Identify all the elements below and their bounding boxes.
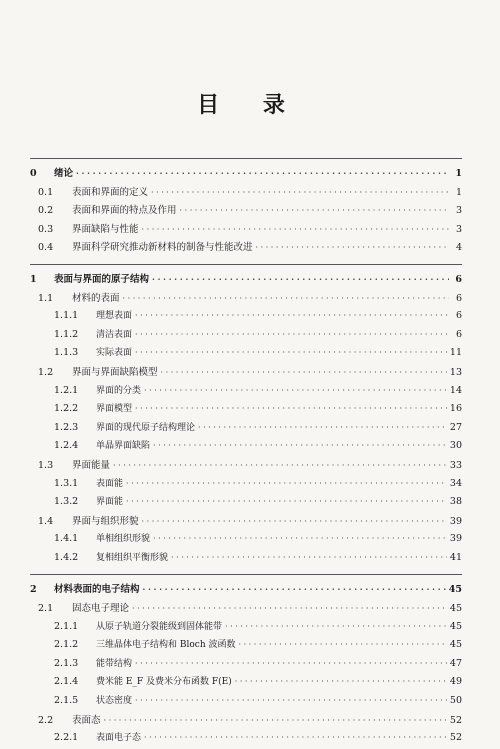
dot-leader bbox=[180, 205, 449, 216]
toc-entry-label: 材料的表面 bbox=[72, 292, 120, 304]
toc-entry-chapter[interactable] bbox=[30, 165, 462, 184]
toc-entry-page: 27 bbox=[449, 421, 462, 433]
toc-entry-number: 2.2 bbox=[38, 714, 54, 726]
toc-entry-number: 1.4.2 bbox=[54, 551, 79, 563]
dot-leader bbox=[123, 293, 449, 304]
toc-entry-page: 6 bbox=[455, 310, 462, 322]
toc-entry-number: 1.1.2 bbox=[54, 328, 79, 340]
toc-entry-sub[interactable] bbox=[30, 619, 462, 638]
toc-entry-number: 2 bbox=[30, 584, 37, 596]
toc-entry-page: 11 bbox=[449, 347, 462, 359]
dot-leader bbox=[152, 274, 449, 285]
toc-entry-sub[interactable] bbox=[30, 383, 462, 402]
toc-entry-label: 能带结构 bbox=[96, 658, 133, 669]
section-divider bbox=[30, 158, 462, 159]
dot-leader bbox=[144, 732, 447, 743]
toc-entry-section[interactable] bbox=[30, 600, 462, 619]
toc-entry-page: 6 bbox=[455, 328, 462, 340]
toc-entry-label: 从原子轨道分裂能级到固体能带 bbox=[96, 621, 223, 632]
toc-entry-page: 50 bbox=[449, 695, 462, 707]
toc-entry-chapter[interactable] bbox=[30, 271, 462, 290]
toc-entry-section[interactable] bbox=[30, 712, 462, 731]
dot-leader bbox=[142, 224, 449, 235]
toc-entry-label: 固态电子理论 bbox=[72, 603, 130, 615]
toc-entry-number: 2.1.3 bbox=[54, 657, 79, 669]
toc-entry-sub[interactable] bbox=[30, 345, 462, 364]
dot-leader bbox=[135, 403, 447, 414]
toc-entry-number: 0.2 bbox=[38, 205, 54, 217]
toc-entry-number: 1.1 bbox=[38, 292, 54, 304]
toc-entry-number: 1.3 bbox=[38, 459, 54, 471]
dot-leader bbox=[104, 715, 447, 726]
toc-entry-sub[interactable] bbox=[30, 438, 462, 457]
toc-entry-number: 2.1.5 bbox=[54, 695, 79, 707]
dot-leader bbox=[225, 621, 447, 632]
toc-entry-number: 2.1 bbox=[38, 603, 54, 615]
section-divider bbox=[30, 264, 462, 265]
toc-entry-sub[interactable] bbox=[30, 730, 462, 749]
toc-entry-page: 33 bbox=[449, 459, 462, 471]
toc-entry-label: 单相组织形貌 bbox=[96, 534, 151, 545]
toc-entry-label: 界面的现代原子结构理论 bbox=[96, 422, 196, 433]
dot-leader bbox=[135, 695, 447, 706]
toc-entry-section[interactable] bbox=[30, 457, 462, 476]
toc-entry-page: 39 bbox=[449, 533, 462, 545]
toc-entry-number: 1.4 bbox=[38, 515, 54, 527]
toc-entry-label: 表面和界面的特点及作用 bbox=[72, 205, 177, 217]
toc-entry-chapter[interactable] bbox=[30, 581, 462, 600]
toc-entry-number: 1 bbox=[30, 273, 37, 285]
dot-leader bbox=[126, 496, 447, 507]
toc-entry-page: 38 bbox=[449, 496, 462, 508]
toc-entry-section[interactable] bbox=[30, 221, 462, 240]
toc-entry-number: 1.3.2 bbox=[54, 496, 79, 508]
toc-entry-number: 1.1.1 bbox=[54, 310, 79, 322]
dot-leader bbox=[142, 516, 447, 527]
toc-entry-number: 0.1 bbox=[38, 186, 54, 198]
dot-leader bbox=[171, 552, 447, 563]
dot-leader bbox=[113, 460, 447, 471]
section-divider bbox=[30, 574, 462, 575]
toc-entry-page: 4 bbox=[455, 242, 462, 254]
dot-leader bbox=[135, 658, 447, 669]
toc-entry-label: 界面能 bbox=[96, 497, 124, 508]
dot-leader bbox=[143, 584, 446, 595]
toc-entry-section[interactable] bbox=[30, 239, 462, 258]
toc-entry-sub[interactable] bbox=[30, 327, 462, 346]
toc-entry-sub[interactable] bbox=[30, 674, 462, 693]
toc-entry-page: 45 bbox=[448, 584, 462, 596]
toc-entry-label: 界面缺陷与性能 bbox=[72, 223, 139, 235]
toc-entry-number: 2.2.1 bbox=[54, 732, 79, 744]
toc-entry-number: 0.3 bbox=[38, 223, 54, 235]
toc-entry-page: 52 bbox=[449, 732, 462, 744]
toc-entry-sub[interactable] bbox=[30, 494, 462, 513]
toc-entry-number: 1.4.1 bbox=[54, 533, 79, 545]
dot-leader bbox=[235, 676, 447, 687]
toc-entry-page: 3 bbox=[455, 205, 462, 217]
toc-entry-section[interactable] bbox=[30, 202, 462, 221]
toc-entry-number: 1.2 bbox=[38, 366, 54, 378]
toc-entry-page: 1 bbox=[455, 186, 462, 198]
dot-leader bbox=[198, 422, 447, 433]
toc-entry-label: 理想表面 bbox=[96, 311, 133, 322]
dot-leader bbox=[135, 310, 449, 321]
toc-entry-page: 41 bbox=[449, 551, 462, 563]
toc-entry-page: 47 bbox=[449, 657, 462, 669]
toc-entry-number: 1.2.4 bbox=[54, 440, 79, 452]
toc-entry-section[interactable] bbox=[30, 513, 462, 532]
toc-entry-page: 34 bbox=[449, 477, 462, 489]
toc-entry-label: 表面和界面的定义 bbox=[72, 186, 149, 198]
toc-entry-page: 45 bbox=[449, 620, 462, 632]
toc-entry-label: 界面模型 bbox=[96, 404, 133, 415]
toc-entry-page: 1 bbox=[455, 168, 462, 179]
toc-entry-label: 界面与组织形貌 bbox=[72, 515, 139, 527]
toc-entry-page: 13 bbox=[449, 366, 462, 378]
toc-entry-sub[interactable] bbox=[30, 401, 462, 420]
toc-entry-number: 1.2.3 bbox=[54, 421, 79, 433]
toc-entry-page: 49 bbox=[449, 676, 462, 688]
page-title: 目 录 bbox=[197, 92, 303, 118]
toc-entry-label: 表面电子态 bbox=[96, 733, 142, 744]
toc-entry-sub[interactable] bbox=[30, 476, 462, 495]
toc-entry-number: 0 bbox=[30, 168, 37, 179]
dot-leader bbox=[135, 329, 449, 340]
toc-entry-sub[interactable] bbox=[30, 693, 462, 712]
toc-entry-page: 6 bbox=[455, 292, 462, 304]
toc-entry-label: 材料表面的电子结构 bbox=[54, 584, 140, 596]
dot-leader bbox=[256, 242, 449, 253]
toc-entry-section[interactable] bbox=[30, 184, 462, 203]
dot-leader bbox=[153, 533, 447, 544]
toc-entry-label: 表面能 bbox=[96, 478, 124, 489]
toc-entry-label: 表面与界面的原子结构 bbox=[54, 273, 150, 285]
toc-entry-sub[interactable] bbox=[30, 308, 462, 327]
toc-entry-label: 单晶界面缺陷 bbox=[96, 441, 151, 452]
toc-entry-sub[interactable] bbox=[30, 531, 462, 550]
dot-leader bbox=[144, 385, 447, 396]
toc-entry-page: 39 bbox=[449, 515, 462, 527]
toc-entry-label: 复相组织平衡形貌 bbox=[96, 552, 169, 563]
toc-entry-page: 14 bbox=[449, 384, 462, 396]
toc-entry-number: 2.1.1 bbox=[54, 620, 79, 632]
toc-entry-number: 1.2.2 bbox=[54, 403, 79, 415]
toc-entry-label: 状态密度 bbox=[96, 696, 133, 707]
toc-entry-section[interactable] bbox=[30, 364, 462, 383]
dot-leader bbox=[132, 603, 447, 614]
toc-entry-label: 三维晶体电子结构和 Bloch 波函数 bbox=[96, 640, 236, 651]
table-of-contents bbox=[30, 152, 462, 749]
toc-entry-label: 界面科学研究推动新材料的制备与性能改进 bbox=[72, 242, 253, 254]
toc-entry-page: 52 bbox=[449, 714, 462, 726]
dot-leader bbox=[76, 168, 449, 179]
toc-entry-label: 清洁表面 bbox=[96, 329, 133, 340]
toc-entry-section[interactable] bbox=[30, 290, 462, 309]
toc-entry-label: 表面态 bbox=[72, 714, 101, 726]
toc-entry-number: 1.2.1 bbox=[54, 384, 79, 396]
toc-entry-sub[interactable] bbox=[30, 550, 462, 569]
toc-entry-sub[interactable] bbox=[30, 656, 462, 675]
toc-entry-page: 3 bbox=[455, 223, 462, 235]
toc-entry-sub[interactable] bbox=[30, 637, 462, 656]
toc-entry-label: 费米能 E_F 及费米分布函数 F(E) bbox=[96, 677, 232, 688]
toc-entry-page: 30 bbox=[449, 440, 462, 452]
toc-entry-number: 0.4 bbox=[38, 242, 54, 254]
toc-entry-label: 界面与界面缺陷模型 bbox=[72, 366, 158, 378]
toc-entry-label: 实际表面 bbox=[96, 348, 133, 359]
dot-leader bbox=[153, 440, 447, 451]
toc-entry-number: 2.1.2 bbox=[54, 639, 79, 651]
toc-entry-sub[interactable] bbox=[30, 420, 462, 439]
toc-entry-page: 16 bbox=[449, 403, 462, 415]
toc-entry-label: 界面能量 bbox=[72, 459, 111, 471]
dot-leader bbox=[126, 478, 447, 489]
toc-entry-number: 2.1.4 bbox=[54, 676, 79, 688]
toc-entry-page: 45 bbox=[449, 603, 462, 615]
dot-leader bbox=[151, 187, 449, 198]
dot-leader bbox=[135, 347, 447, 358]
toc-entry-page: 45 bbox=[449, 639, 462, 651]
toc-entry-label: 界面的分类 bbox=[96, 385, 142, 396]
toc-entry-number: 1.3.1 bbox=[54, 477, 79, 489]
dot-leader bbox=[238, 639, 446, 650]
toc-entry-label: 绪论 bbox=[54, 168, 74, 179]
toc-entry-number: 1.1.3 bbox=[54, 347, 79, 359]
dot-leader bbox=[161, 367, 447, 378]
toc-entry-page: 6 bbox=[455, 273, 462, 285]
